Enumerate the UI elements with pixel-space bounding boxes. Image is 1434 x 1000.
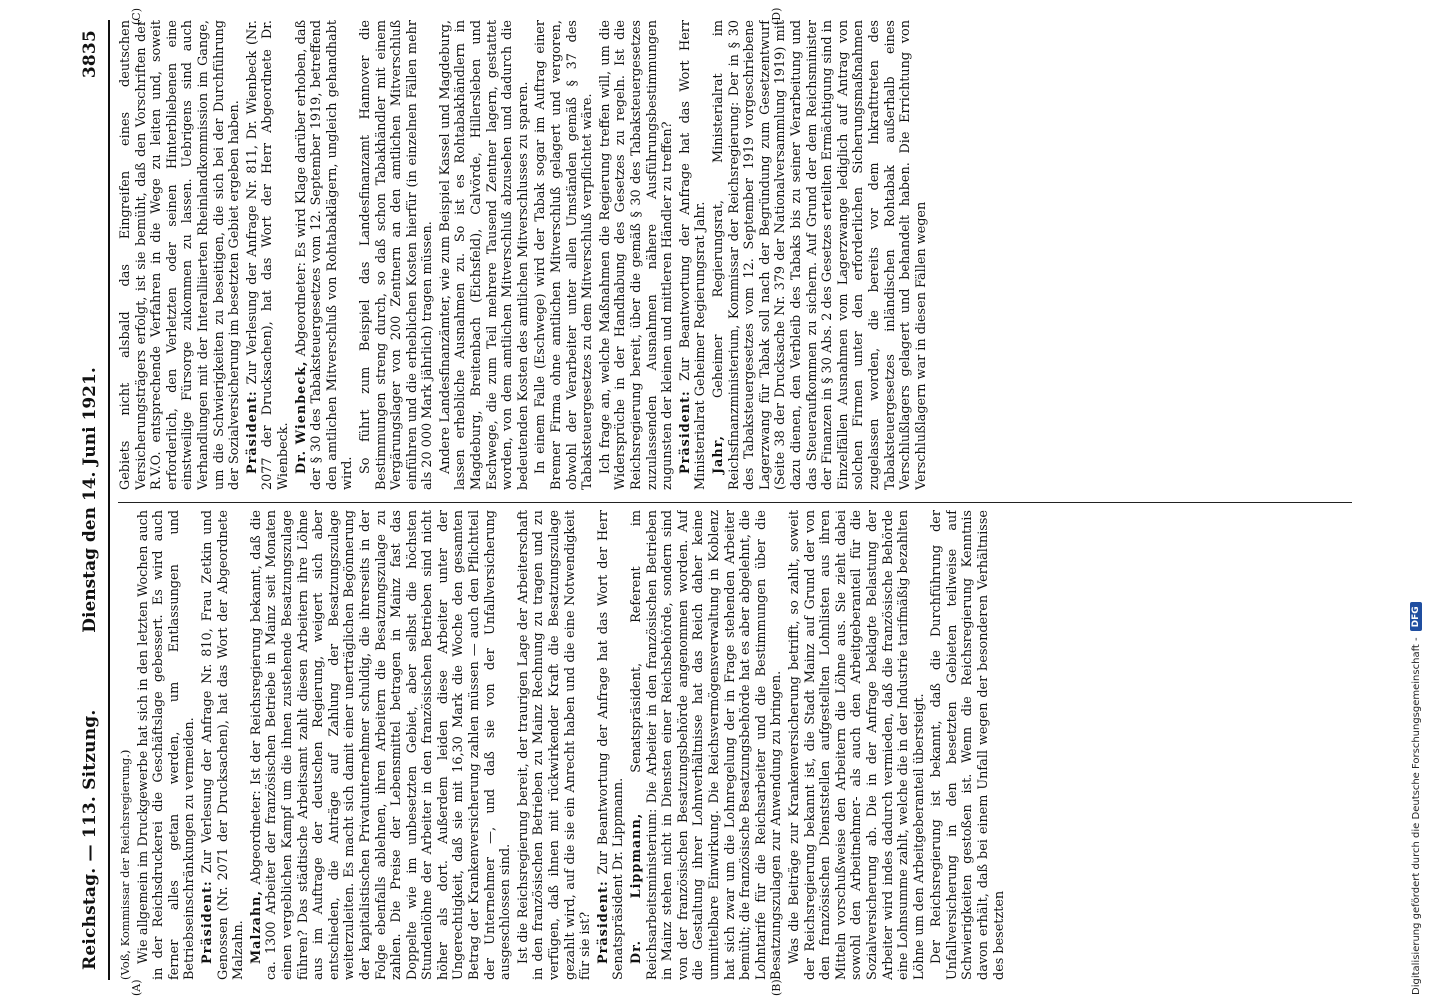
speaker-name: Jahr, xyxy=(710,435,726,474)
paragraph xyxy=(245,20,292,490)
paragraph xyxy=(294,20,356,490)
rotated-page xyxy=(70,0,1362,1000)
paragraph: Ist die Reichsregierung bereit, der traurigen Lage der Arbeiterschaft in den französischen Betrieben zu Mainz Rechnung zu tragen und zu verfügen, daß ihnen mit rückwirkender Kraft die Besatzungszulage gezahlt wird, auf die sie ein Anrecht haben und die eine Notwendigkeit für sie ist? xyxy=(515,510,594,980)
speech-text: Zur Beantwortung der Anfrage hat das Wort Herr Ministerialrat Geheimer Regierungsrat Jahr. xyxy=(677,20,709,490)
header-rule xyxy=(108,20,110,980)
speaker-name: Präsident: xyxy=(677,390,693,474)
speech-text: Zur Beantwortung der Anfrage hat das Wort der Herr Senatspräsident Dr. Lippmann. xyxy=(595,510,627,980)
speaker-name: Präsident: xyxy=(199,880,215,964)
margin-mark-b: (B) xyxy=(770,979,783,996)
paragraph: Gebiets nicht alsbald das Eingreifen eines deutschen Versicherungsträgers erfolgt, ist sie bemüht, daß den Vorschriften der R.V.O. entsprechende Verfahren in die Wege zu leiten und, soweit erforderlich, den Verletzten oder seinen Hinterbliebenen eine einstweilige Fürsorge zukommen zu lassen. Uebrigens sind auch Verhandlungen mit der Interalliierten Rheinlandkommission im Gange, um die Schwierigkeiten zu beseitigen, die sich bei der Durchführung der Sozialversicherung im besetzten Gebiet ergeben haben. xyxy=(118,20,243,490)
paragraph: Ich frage an, welche Maßnahmen die Regierung treffen will, um die Widersprüche in der Handhabung des Gesetzes zu regeln. Ist die Reichsregierung bereit, über die gemäß § 30 des Tabaksteuergesetzes zuzulassenden Ausnahmen nähere Ausführungsbestimmungen zugunsten der kleinen und mittleren Händler zu treffen? xyxy=(597,20,676,490)
speech-text: Senatspräsident, Referent im Reichsarbeitsministerium: Die Arbeiter in den französischen Betrieben in Mainz stehen nicht in Diensten einer Reichsbehörde, sondern sind von der französischen Besatzungsbehörde angenommen worden. Auf die Gestaltung ihrer Lohnverhältnisse hat das Reich daher keine unmittelbare Einwirkung. Die Reichsvermögensverwaltung in Koblenz hat sich zwar um die Lohnregelung der in Frage stehenden Arbeiter bemüht; die französische Besatzungsbehörde hat es aber abgelehnt, die Lohntarife für die Reichsarbeiter und die Bestimmungen über die Besatzungszulagen zur Anwendung zu bringen. xyxy=(629,510,785,980)
column-divider xyxy=(118,502,1352,503)
speaker-name: Präsident: xyxy=(595,880,611,964)
page-header-left: Reichstag. — 113. Sitzung. xyxy=(80,709,100,970)
paragraph: Der Reichsregierung ist bekannt, daß die Durchführung der Unfallversicherung in den besetzten Gebieten teilweise auf Schwierigkeiten gestoßen ist. Wenn die Reichsregierung Kenntnis davon erhält, daß bei einem Unfall wegen der besonderen Verhältnisse des besetzten xyxy=(929,510,1007,980)
paragraph xyxy=(596,510,627,980)
digitization-note-text: Digitalisierung gefördert durch die Deutsche Forschungsgemeinschaft - xyxy=(1410,637,1422,995)
paragraph: Andere Landesfinanzämter, wie zum Beispiel Kassel und Magdeburg, lassen erhebliche Ausnahmen zu. So ist es Rohtabakhändlern in Magdeburg, Breitenbach (Eichsfeld), Calvörde, Hillersleben und Eschwege, die zum Teil mehrere Tausend Zentner lagern, gestattet worden, von dem amtlichen Mitverschluß abzusehen und dadurch die bedeutenden Kosten des amtlichen Mitverschlusses zu sparen. xyxy=(437,20,531,490)
speech-text: Zur Verlesung der Anfrage Nr. 811, Dr. Wienbeck (Nr. 2077 der Drucksachen), hat das Wort der Herr Abgeordnete Dr. Wienbeck. xyxy=(244,20,291,490)
left-column xyxy=(118,510,1352,980)
margin-mark-d: (D) xyxy=(770,7,783,25)
paragraph xyxy=(678,20,709,490)
speaker-name: Malzahn, xyxy=(248,890,264,964)
margin-mark-c: (C) xyxy=(130,8,143,25)
page-number: 3835 xyxy=(80,30,100,79)
paragraph xyxy=(711,20,929,490)
right-column xyxy=(118,20,1352,490)
speech-text: Abgeordneter: Ist der Reichsregierung bekannt, daß die ca. 1300 Arbeiter der französischen Betriebe in Mainz seit Monaten einen vergeblichen Kampf um die ihnen zustehende Besatzungszulage führen? Das städtische Arbeitsamt zahlt diesen Arbeitern ihre Löhne aus im Auftrage der deutschen Regierung, weigert sich aber entschieden, die Anträge auf Zahlung der Besatzungszulage weiterzuleiten. Es macht sich damit einer unerträglichen Begönnerung der kapitalistischen Privatunternehmer schuldig, die ihrerseits in der Folge ebenfalls ablehnen, ihren Arbeitern die Besatzungszulage zu zahlen. Die Preise der Lebensmittel betragen in Mainz fast das Doppelte wie im unbesetzten Gebiet, aber selbst die höchsten Stundenlöhne der Arbeiter in den französischen Betrieben sind nicht höher als dort. Außerdem leiden diese Arbeiter unter der Ungerechtigkeit, daß sie mit 16,30 Mark die Woche den gesamten Betrag der Krankenversicherung zahlen müssen — auch den Pflichtteil der Unternehmer —, und daß sie von der Unfallversicherung ausgeschlossen sind. xyxy=(248,510,514,980)
paragraph xyxy=(629,510,785,980)
paragraph: In einem Falle (Eschwege) wird der Tabak sogar im Auftrag einer Bremer Firma ohne amtlichen Mitverschluß gelagert und vergoren, obwohl der Verarbeiter unter allen Umständen gemäß § 37 des Tabaksteuergesetzes zu dem Mitverschluß verpflichtet wäre. xyxy=(533,20,596,490)
paragraph: So führt zum Beispiel das Landesfinanzamt Hannover die Bestimmungen streng durch, so daß schon Tabakhändler mit einem Vergärungslager von 200 Zentnern an den amtlichen Mitverschluß einführen und die erheblichen Kosten hierfür (in einzelnen Fällen mehr als 20 000 Mark jährlich) tragen müssen. xyxy=(357,20,436,490)
paragraph: Was die Beiträge zur Krankenversicherung betrifft, so zahlt, soweit der Reichsregierung bekannt ist, die Stadt Mainz auf Grund der von den französischen Dienststellen aufgestellten Lohnlisten aus ihren Mitteln vorschußweise den Arbeitern die Löhne aus. Sie zieht dabei sowohl den Arbeitnehmer- als auch den Arbeitgeberanteil für die Sozialversicherung ab. Die in der Anfrage beklagte Belastung der Arbeiter wird indes dadurch vermieden, daß die französische Behörde eine Lohnsumme zahlt, welche die in der Industrie tarifmäßig bezahlten Löhne um den Arbeitgeberanteil übersteigt. xyxy=(786,510,927,980)
speech-text: Geheimer Regierungsrat, Ministerialrat im Reichsfinanzministerium, Kommissar der Reichsregierung: Der in § 30 des Tabaksteuergesetzes vom 12. September 1919 vorgeschriebene Lagerzwang für Tabak soll nach der Begründung zum Gesetzentwurf (Seite 38 der Drucksache Nr. 379 der Nationalversammlung 1919) mit dazu dienen, den Verbleib des Tabaks bis zu seiner Verarbeitung und das Steueraufkommen zu sichern. Auf Grund der dem Reichsminister der Finanzen in § 30 Abs. 2 des Gesetzes erteilten Ermächtigung sind in Einzelfällen Ausnahmen vom Lagerzwange lediglich auf Antrag von solchen Firmen unter den erforderlichen Sicherungsmaßnahmen zugelassen worden, die bereits vor dem Inkrafttreten des Tabaksteuergesetzes inländischen Rohtabak außerhalb eines Verschlußlagers gelagert und behandelt haben. Die Errichtung von Verschlußlagern war in diesen Fällen wegen xyxy=(710,20,929,490)
paragraph xyxy=(249,510,514,980)
page-header-date: Dienstag den 14. Juni 1921. xyxy=(80,367,100,633)
speech-text: Zur Verlesung der Anfrage Nr. 810, Frau Zetkin und Genossen (Nr. 2071 der Drucksachen), hat das Wort der Abgeordnete Malzahn. xyxy=(199,510,247,980)
paragraph xyxy=(200,510,247,980)
digitization-credit xyxy=(1410,602,1422,995)
speaker-continuation: (Voß, Kommissar der Reichsregierung.) xyxy=(118,749,132,980)
paragraph: Wie allgemein im Druckgewerbe hat sich in den letzten Wochen auch in der Reichsdruckerei die Geschäftslage gebessert. Es wird auch ferner alles getan werden, um Entlassungen und Betriebseinschränkungen zu vermeiden. xyxy=(135,510,198,980)
speech-text: Abgeordneter: Es wird Klage darüber erhoben, daß der § 30 des Tabaksteuergesetzes vom 12. September 1919, betreffend den amtlichen Mitverschluß von Rohtabaklägern, ungleich gehandhabt wird. xyxy=(293,20,356,490)
speaker-name: Dr. Wienbeck, xyxy=(293,360,309,474)
dfg-logo: DFG xyxy=(1410,602,1422,631)
speaker-name: Dr. Lippmann, xyxy=(629,812,644,964)
speaker-name: Präsident: xyxy=(244,390,260,474)
margin-mark-a: (A) xyxy=(130,979,143,996)
